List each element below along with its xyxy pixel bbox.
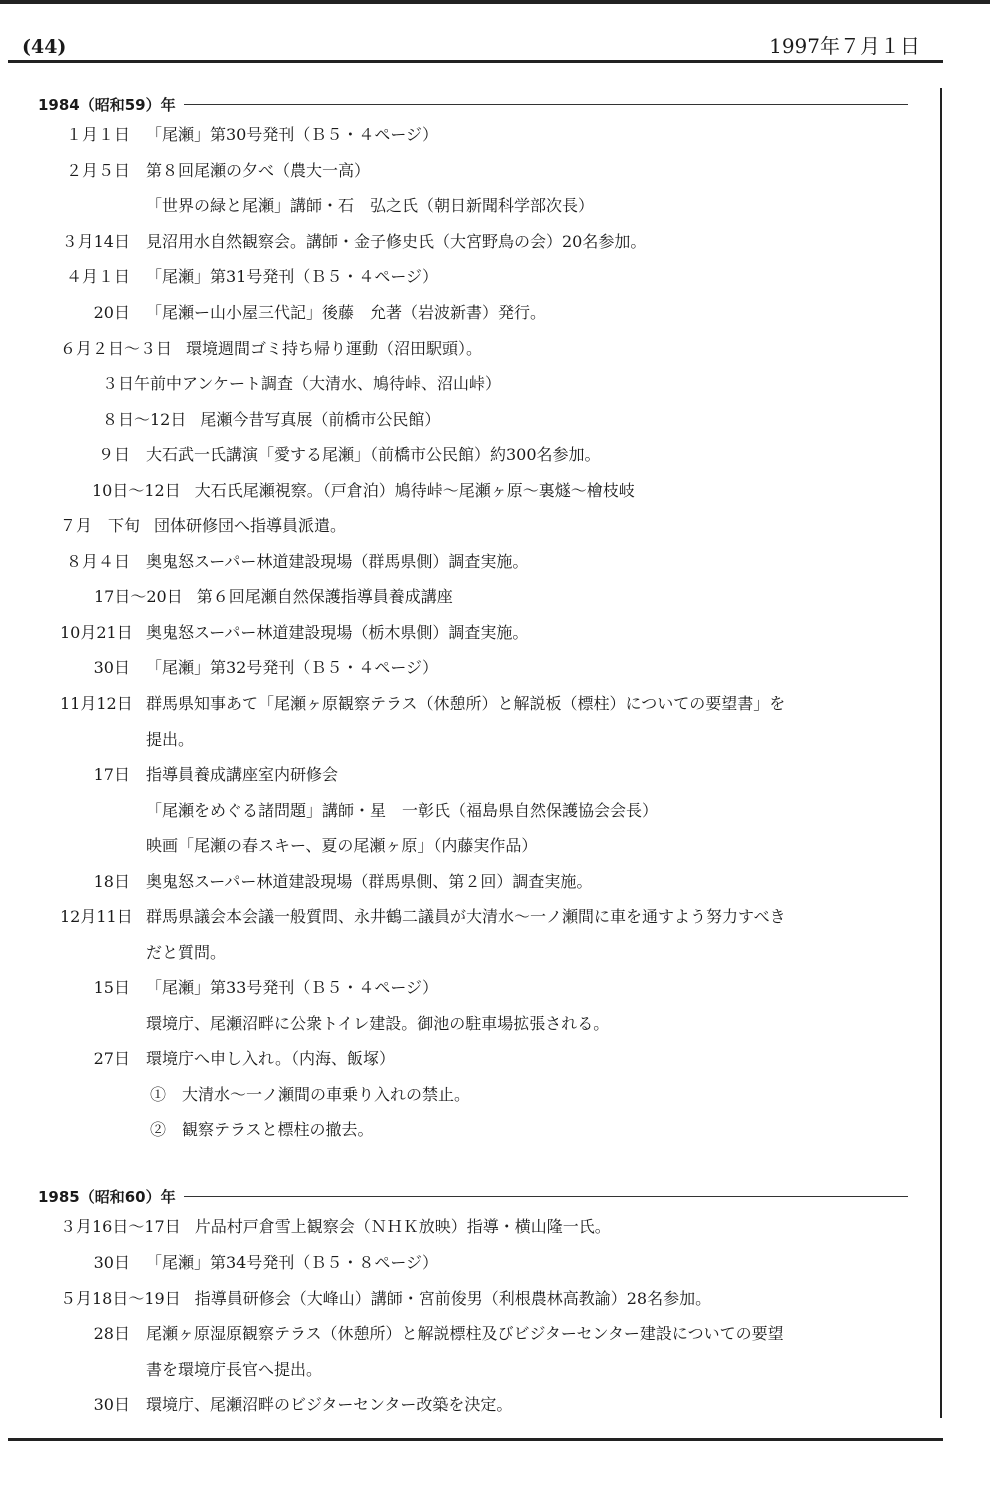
entry-continuation xyxy=(146,1013,609,1035)
entry-continuation xyxy=(146,1359,322,1381)
chronology-entry xyxy=(60,266,438,288)
chronology-entry xyxy=(60,906,786,928)
entry-text: 第６回尾瀬自然保護指導員養成講座 xyxy=(196,587,453,606)
chronology-entry xyxy=(94,586,453,608)
issue-date: 1997年７月１日 xyxy=(769,34,920,58)
entry-date: 20日 xyxy=(93,303,130,322)
demand-item xyxy=(150,1119,374,1141)
chronology-entry xyxy=(60,231,646,253)
entry-text: 群馬県議会本会議一般質問、永井鶴二議員が大清水〜一ノ瀬間に車を通すよう努力すべき xyxy=(146,907,786,926)
entry-text: 環境庁、尾瀬沼畔のビジターセンター改築を決定。 xyxy=(146,1395,513,1414)
chronology-entry xyxy=(60,871,592,893)
entry-date: ９日 xyxy=(97,445,130,464)
year-heading-1985 xyxy=(38,1186,908,1207)
right-margin-rule xyxy=(940,88,942,1418)
entry-date: 17日〜20日 xyxy=(94,587,183,606)
chronology-entry xyxy=(60,1048,395,1070)
entry-text: ① 大清水〜一ノ瀬間の車乗り入れの禁止。 xyxy=(150,1085,471,1104)
entry-date: １月１日 xyxy=(65,125,130,144)
chronology-entry xyxy=(60,1288,711,1310)
entry-text: 「世界の緑と尾瀬」講師・石 弘之氏（朝日新聞科学部次長） xyxy=(146,196,595,215)
entry-text: だと質問。 xyxy=(146,943,227,962)
chronology-entry xyxy=(60,693,785,715)
entry-date: ２月５日 xyxy=(65,161,130,180)
entry-text: 大石氏尾瀬視察。（戸倉泊）鳩待峠〜尾瀬ヶ原〜裏燧〜檜枝岐 xyxy=(194,481,635,500)
chronology-entry xyxy=(60,338,482,360)
entry-text: 第８回尾瀬の夕べ（農大一高） xyxy=(146,161,371,180)
entry-text: 「尾瀬」第30号発刊（Ｂ５・４ページ） xyxy=(146,125,439,144)
entry-date: 12月11日 xyxy=(60,907,133,926)
footer-rule xyxy=(8,1438,943,1441)
entry-date: ８月４日 xyxy=(65,552,130,571)
entry-date: 30日 xyxy=(93,658,130,677)
entry-date: ７月 下旬 xyxy=(60,516,141,535)
entry-text: 「尾瀬ー山小屋三代記」後藤 允著（岩波新書）発行。 xyxy=(146,303,547,322)
entry-text: 群馬県知事あて「尾瀬ヶ原観察テラス（休憩所）と解説板（標柱）についての要望書」を xyxy=(146,694,786,713)
chronology-entry xyxy=(60,622,528,644)
chronology-entry xyxy=(60,124,438,146)
chronology-entry xyxy=(60,444,601,466)
entry-date: ３日午前中 xyxy=(102,374,183,393)
entry-date: 10日〜12日 xyxy=(92,481,181,500)
page-top-rule xyxy=(0,0,990,4)
entry-continuation xyxy=(146,942,226,964)
entry-text: 書を環境庁長官へ提出。 xyxy=(146,1360,323,1379)
entry-text: 環境庁へ申し入れ。（内海、飯塚） xyxy=(146,1049,395,1068)
entry-text: 映画「尾瀬の春スキー、夏の尾瀬ヶ原」（内藤実作品） xyxy=(146,836,538,855)
entry-continuation xyxy=(146,835,537,857)
entry-date: 15日 xyxy=(93,978,130,997)
entry-text: 見沼用水自然観察会。講師・金子修史氏（大宮野鳥の会）20名参加。 xyxy=(146,232,647,251)
entry-date: ８日〜12日 xyxy=(102,410,187,429)
entry-text: ② 観察テラスと標柱の撤去。 xyxy=(150,1120,374,1139)
entry-text: 「尾瀬」第33号発刊（Ｂ５・４ページ） xyxy=(146,978,439,997)
entry-text: 団体研修団へ指導員派遣。 xyxy=(154,516,347,535)
chronology-entry xyxy=(60,551,528,573)
entry-date: 10月21日 xyxy=(60,623,133,642)
demand-item xyxy=(150,1084,470,1106)
entry-text: 提出。 xyxy=(146,730,195,749)
entry-date: ３月14日 xyxy=(61,232,130,251)
entry-text: 環境週間ゴミ持ち帰り運動（沼田駅頭）。 xyxy=(186,339,483,358)
entry-continuation xyxy=(146,729,194,751)
entry-continuation xyxy=(146,195,594,217)
entry-continuation xyxy=(146,800,658,822)
entry-text: 奥鬼怒スーパー林道建設現場（群馬県側、第２回）調査実施。 xyxy=(146,872,593,891)
chronology-entry xyxy=(60,764,338,786)
page-number: (44) xyxy=(22,36,67,58)
chronology-entry xyxy=(102,373,501,395)
chronology-entry xyxy=(60,977,438,999)
entry-text: 「尾瀬」第32号発刊（Ｂ５・４ページ） xyxy=(146,658,439,677)
entry-text: 尾瀬ヶ原湿原観察テラス（休憩所）と解説標柱及びビジターセンター建設についての要望 xyxy=(146,1324,784,1343)
entry-date: 11月12日 xyxy=(60,694,133,713)
entry-text: 片品村戸倉雪上観察会（ＮＨＫ放映）指導・横山隆一氏。 xyxy=(194,1217,611,1236)
entry-text: 「尾瀬」第34号発刊（Ｂ５・８ページ） xyxy=(146,1253,439,1272)
chronology-entry xyxy=(60,1252,438,1274)
chronology-entry xyxy=(60,515,346,537)
entry-text: 「尾瀬をめぐる諸問題」講師・星 一彰氏（福島県自然保護協会会長） xyxy=(146,801,659,820)
year-label: 1984（昭和59）年 xyxy=(38,96,176,114)
chronology-entry xyxy=(60,160,370,182)
entry-text: 指導員研修会（大峰山）講師・宮前俊男（利根農林高教諭）28名参加。 xyxy=(194,1289,712,1308)
entry-text: 奥鬼怒スーパー林道建設現場（群馬県側）調査実施。 xyxy=(146,552,529,571)
entry-date: 30日 xyxy=(93,1395,130,1414)
entry-text: アンケート調査（大清水、鳩待峠、沼山峠） xyxy=(182,374,502,393)
chronology-entry xyxy=(102,409,440,431)
chronology-entry xyxy=(60,302,546,324)
chronology-entry xyxy=(60,1394,512,1416)
entry-text: 環境庁、尾瀬沼畔に公衆トイレ建設。御池の駐車場拡張される。 xyxy=(146,1014,610,1033)
entry-date: 28日 xyxy=(93,1324,130,1343)
chronology-entry xyxy=(60,1216,611,1238)
entry-date: ６月２日〜３日 xyxy=(60,339,173,358)
chronology-entry xyxy=(60,1323,784,1345)
year-label: 1985（昭和60）年 xyxy=(38,1188,176,1206)
chronology-entry xyxy=(60,657,438,679)
chronology-entry xyxy=(92,480,635,502)
entry-date: 17日 xyxy=(93,765,130,784)
entry-date: 18日 xyxy=(93,872,130,891)
header-rule xyxy=(8,60,943,63)
entry-text: 「尾瀬」第31号発刊（Ｂ５・４ページ） xyxy=(146,267,439,286)
entry-text: 尾瀬今昔写真展（前橋市公民館） xyxy=(200,410,441,429)
entry-date: ４月１日 xyxy=(65,267,130,286)
entry-text: 大石武一氏講演「愛する尾瀬」（前橋市公民館）約300名参加。 xyxy=(146,445,601,464)
entry-date: 30日 xyxy=(93,1253,130,1272)
entry-date: ５月18日〜19日 xyxy=(60,1289,181,1308)
year-heading-1984 xyxy=(38,94,908,115)
year-rule xyxy=(184,1196,908,1197)
entry-text: 奥鬼怒スーパー林道建設現場（栃木県側）調査実施。 xyxy=(146,623,529,642)
year-rule xyxy=(184,104,908,105)
entry-date: ３月16日〜17日 xyxy=(60,1217,181,1236)
entry-date: 27日 xyxy=(93,1049,130,1068)
entry-text: 指導員養成講座室内研修会 xyxy=(146,765,339,784)
